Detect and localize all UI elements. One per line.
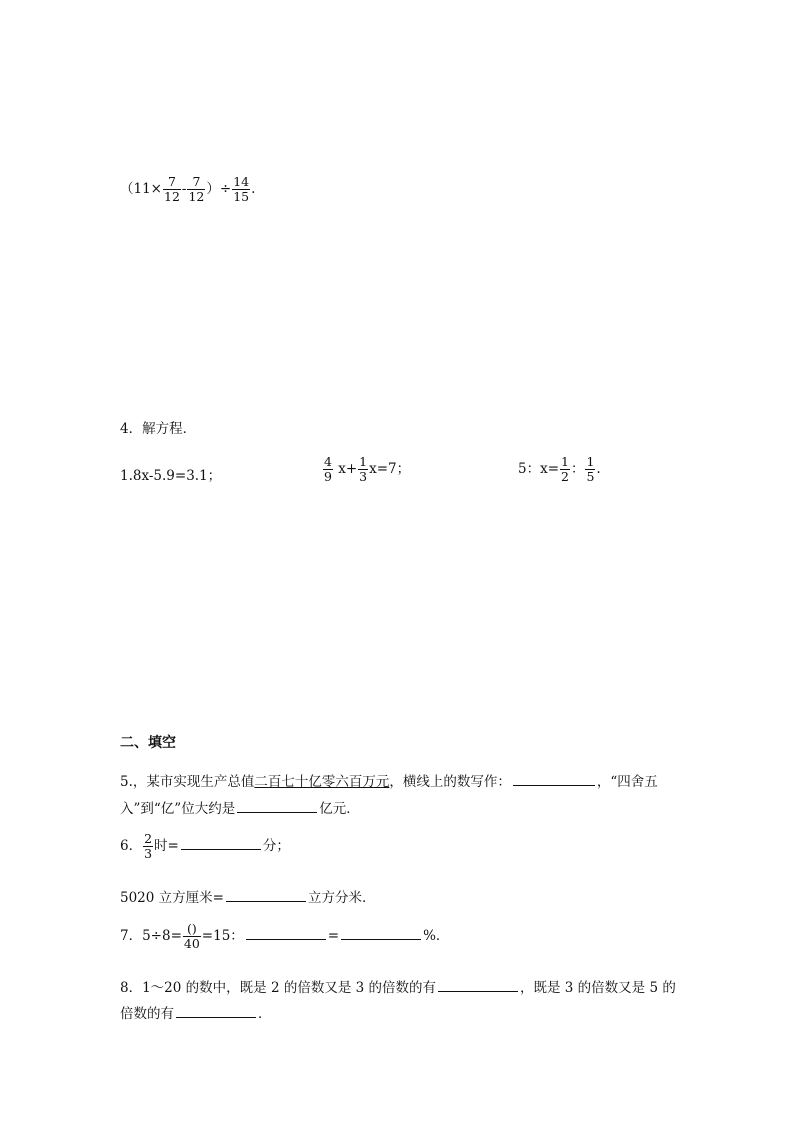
question-5-line-2: 入”到“亿”位大约是 亿元．: [120, 801, 360, 817]
answer-blank[interactable]: [513, 772, 595, 786]
fraction: $\frac{1}{2}$: [561, 454, 569, 484]
answer-blank[interactable]: [181, 836, 261, 850]
question-5-line-1: 5.，某市实现生产总值二百七十亿零六百万元，横线上的数写作： ，“四舍五: [120, 774, 658, 790]
question-7: 7．5÷8= $\frac{()}{40}$ =15： = %．: [120, 921, 450, 951]
answer-blank[interactable]: [246, 926, 326, 940]
fraction: $\frac{2}{3}$: [144, 831, 153, 861]
fraction: $\frac{1}{5}$: [586, 454, 595, 484]
equation-2: $\frac{4}{9}$ x+ $\frac{1}{3}$ x=7；: [324, 454, 411, 484]
fraction: $\frac{7}{12}$: [164, 174, 180, 204]
equation-3: 5：x= $\frac{1}{2}$ ： $\frac{1}{5}$ .: [518, 454, 601, 484]
fraction: $\frac{4}{9}$: [324, 454, 332, 484]
question-4-title: 4．解方程．: [120, 421, 197, 437]
expression-3: （11× $\frac{7}{12}$ - $\frac{7}{12}$ ）÷ $\frac{14}{15}$ .: [120, 174, 256, 204]
fraction: $\frac{()}{40}$: [183, 921, 200, 951]
question-8-line-1: 8．1～20 的数中，既是 2 的倍数又是 3 的倍数的有 ，既是 3 的倍数又是 5 的: [120, 980, 676, 996]
underlined-amount: 二百七十亿零六百万元: [254, 774, 390, 790]
answer-blank[interactable]: [176, 1004, 256, 1018]
equation-1: 1.8x-5.9=3.1；: [120, 468, 222, 484]
question-6-line-2: 5020 立方厘米= 立方分米．: [120, 890, 376, 906]
answer-blank[interactable]: [438, 978, 518, 992]
fraction: $\frac{7}{12}$: [188, 174, 205, 204]
section-title: 二、填空: [120, 735, 176, 751]
fraction: $\frac{14}{15}$: [233, 174, 250, 204]
fraction: $\frac{1}{3}$: [359, 454, 368, 484]
answer-blank[interactable]: [226, 888, 306, 902]
question-6-line-1: 6． $\frac{2}{3}$ 时= 分；: [120, 831, 290, 861]
answer-blank[interactable]: [237, 799, 317, 813]
answer-blank[interactable]: [341, 926, 421, 940]
question-8-line-2: 倍数的有 ．: [120, 1006, 272, 1022]
